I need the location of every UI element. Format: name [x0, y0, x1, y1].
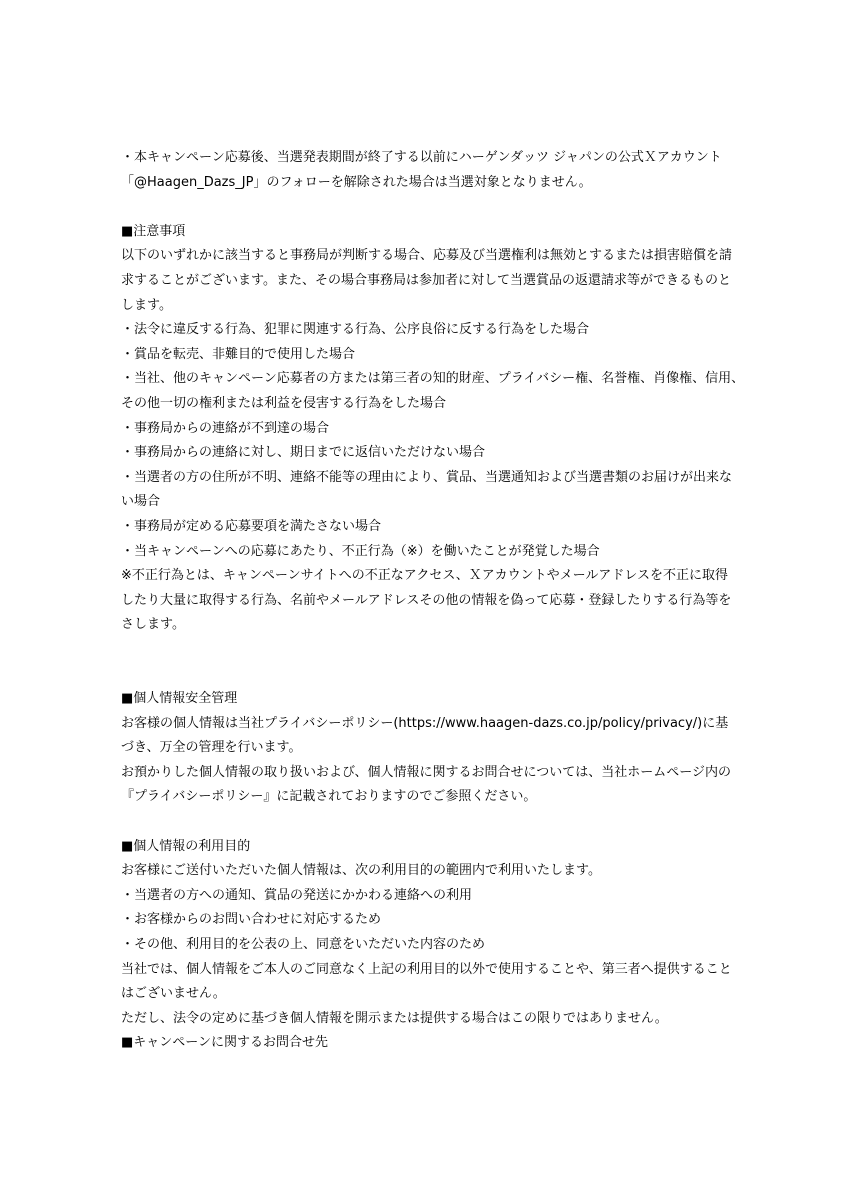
notes-line: ・当選者の方の住所が不明、連絡不能等の理由により、賞品、当選通知および当選書類のお届けが出来な	[121, 469, 733, 485]
notes-line: ・賞品を転売、非難目的で使用した場合	[121, 346, 356, 362]
privacy-management-heading: ■個人情報安全管理	[121, 691, 238, 707]
privacy-management-line: づき、万全の管理を行います。	[121, 740, 302, 756]
notes-line: ・当社、他のキャンペーン応募者の方または第三者の知的財産、プライバシー権、名誉権、肖像権、信用、	[121, 371, 745, 387]
notes-line: ・当キャンペーンへの応募にあたり、不正行為（※）を働いたことが発覚した場合	[121, 543, 600, 559]
notes-line: ※不正行為とは、キャンペーンサイトへの不正なアクセス、Ｘアカウントやメールアドレスを不正に取得	[121, 568, 728, 584]
privacy-purpose-line: ・当選者の方への通知、賞品の発送にかかわる連絡への利用	[121, 887, 473, 903]
document-page	[121, 146, 745, 1056]
notes-line: 求することがございます。また、その場合事務局は参加者に対して当選賞品の返還請求等ができるものと	[121, 272, 731, 288]
intro-line: ・本キャンペーン応募後、当選発表期間が終了する以前にハーゲンダッツ ジャパンの公式Ｘアカウント	[121, 150, 722, 165]
privacy-management-line: 『プライバシーポリシー』に記載されておりますのでご参照ください。	[121, 789, 537, 805]
privacy-purpose-line: はございません。	[121, 986, 226, 1002]
notes-line: さします。	[121, 617, 185, 633]
privacy-purpose-line: 当社では、個人情報をご本人のご同意なく上記の利用目的以外で使用することや、第三者へ提供すること	[121, 961, 732, 977]
privacy-purpose-heading: ■個人情報の利用目的	[121, 838, 251, 854]
notes-line: 以下のいずれかに該当すると事務局が判断する場合、応募及び当選権利は無効とするまたは損害賠償を請	[121, 248, 733, 264]
contact-heading: ■キャンペーンに関するお問合せ先	[121, 1035, 329, 1051]
privacy-purpose-line: ・その他、利用目的を公表の上、同意をいただいた内容のため	[121, 937, 486, 952]
notes-line: ・事務局が定める応募要項を満たさない場合	[121, 518, 382, 534]
notes-heading: ■注意事項	[121, 223, 186, 239]
notes-line: ・法令に違反する行為、犯罪に関連する行為、公序良俗に反する行為をした場合	[121, 322, 590, 338]
notes-line: い場合	[121, 494, 161, 510]
privacy-purpose-line: ただし、法令の定めに基づき個人情報を開示または提供する場合はこの限りではありません。	[121, 1010, 668, 1026]
notes-line: したり大量に取得する行為、名前やメールアドレスその他の情報を偽って応募・登録したりする行為等を	[121, 592, 732, 608]
notes-line: ・事務局からの連絡が不到達の場合	[121, 420, 330, 436]
intro-line: 「@Haagen_Dazs_JP」のフォローを解除された場合は当選対象となりません。	[121, 174, 592, 190]
blank-line	[121, 810, 741, 835]
notes-line: します。	[121, 297, 172, 313]
privacy-purpose-line: ・お客様からのお問い合わせに対応するため	[121, 912, 382, 928]
privacy-management-line: お客様の個人情報は当社プライバシーポリシー(https://www.haagen-dazs.co.jp/policy/privacy/)に基	[121, 715, 729, 731]
notes-line: その他一切の権利または利益を侵害する行為をした場合	[121, 395, 447, 411]
blank-line	[121, 195, 741, 220]
notes-line: ・事務局からの連絡に対し、期日までに返信いただけない場合	[121, 445, 486, 461]
privacy-purpose-line: お客様にご送付いただいた個人情報は、次の利用目的の範囲内で利用いたします。	[121, 863, 601, 879]
blank-line	[121, 638, 741, 687]
privacy-management-line: お預かりした個人情報の取り扱いおよび、個人情報に関するお問合せについては、当社ホームページ内の	[121, 764, 731, 780]
